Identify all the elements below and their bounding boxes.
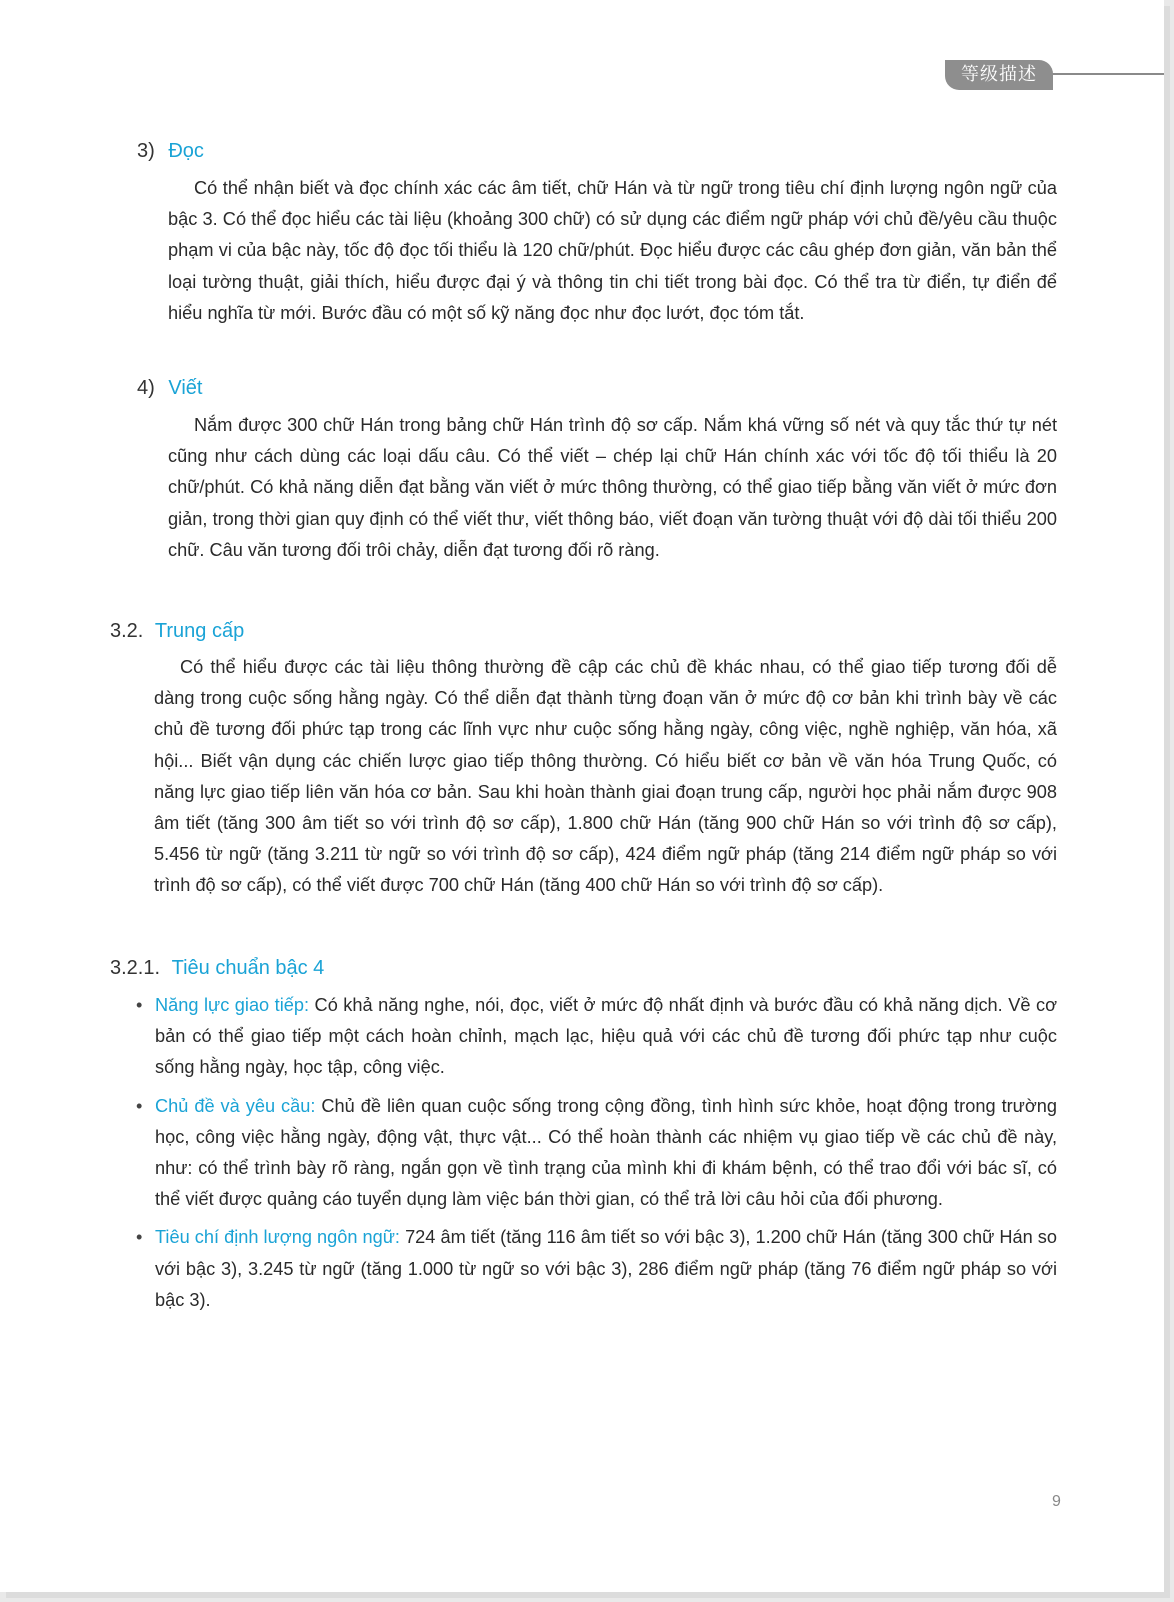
criteria-text: Chủ đề liên quan cuộc sống trong cộng đồng, tình hình sức khỏe, hoạt động trong trường học, công việc hằng ngày, động vật, thực vật... Có thể hoàn thành các nhiệm vụ giao tiếp về các chủ đề này, như: có thể trình bày rõ ràng, ngắn gọn về tình trạng của mình khi đi khám bệnh, có thể trao đổi với bác sĩ, có thể viết được quảng cáo tuyển dụng làm việc bán thời gian, có thể trả lời câu hỏi của đối phương.	[155, 1095, 1058, 1210]
level4-criteria-list	[135, 990, 1057, 1323]
list-item	[135, 1222, 1057, 1316]
heading-title: Viết	[168, 377, 203, 399]
heading-title: Đọc	[168, 140, 204, 162]
heading-title: Trung cấp	[154, 620, 245, 642]
heading-number: 3.2.	[110, 620, 144, 642]
heading-number: 4)	[137, 377, 155, 399]
bullet-icon: •	[136, 1095, 143, 1116]
criteria-text: Có khả năng nghe, nói, đọc, viết ở mức độ nhất định và bước đầu có khả năng dịch. Về cơ bản có thể giao tiếp một cách hoàn chỉnh, mạch lạc, hiệu quả với các chủ đề tương đối phức tạp như cuộc sống hằng ngày, học tập, công việc.	[155, 995, 1057, 1078]
heading-intermediate	[110, 618, 244, 644]
heading-reading	[137, 138, 204, 164]
heading-writing	[137, 375, 202, 401]
page-number: 9	[1052, 1493, 1061, 1510]
criteria-term: Chủ đề và yêu cầu:	[155, 1095, 316, 1116]
heading-level4	[110, 955, 324, 981]
paragraph-intermediate: Có thể hiểu được các tài liệu thông thường đề cập các chủ đề khác nhau, có thể giao tiếp tương đối dễ dàng trong cuộc sống hằng ngày. Có thể diễn đạt thành từng đoạn văn ở mức độ cơ bản khi trình bày về các chủ đề tương đối phức tạp trong các lĩnh vực như cuộc sống hằng ngày, công việc, nghề nghiệp, văn hóa, xã hội... Biết vận dụng các chiến lược giao tiếp thông thường. Có hiểu biết cơ bản về văn hóa Trung Quốc, có năng lực giao tiếp liên văn hóa cơ bản. Sau khi hoàn thành giai đoạn trung cấp, người học phải nắm được 908 âm tiết (tăng 300 âm tiết so với trình độ sơ cấp), 1.800 chữ Hán (tăng 900 chữ Hán so với trình độ sơ cấp), 5.456 từ ngữ (tăng 3.211 từ ngữ so với trình độ sơ cấp), 424 điểm ngữ pháp (tăng 214 điểm ngữ pháp so với trình độ sơ cấp), có thể viết được 700 chữ Hán (tăng 400 chữ Hán so với trình độ sơ cấp).	[154, 657, 1057, 896]
bullet-icon: •	[136, 995, 143, 1015]
list-item	[135, 1091, 1057, 1216]
paragraph-writing: Nắm được 300 chữ Hán trong bảng chữ Hán trình độ sơ cấp. Nắm khá vững số nét và quy tắc thứ tự nét cũng như cách dùng các loại dấu câu. Có thể viết – chép lại chữ Hán chính xác với tốc độ tối thiểu là 20 chữ/phút. Có khả năng diễn đạt bằng văn viết ở mức thông thường, có thể giao tiếp bằng văn viết ở mức đơn giản, trong thời gian quy định có thể viết thư, viết thông báo, viết đoạn văn tường thuật với độ dài tối thiểu 200 chữ. Câu văn tương đối trôi chảy, diễn đạt tương đối rõ ràng.	[168, 415, 1057, 560]
paragraph-reading: Có thể nhận biết và đọc chính xác các âm tiết, chữ Hán và từ ngữ trong tiêu chí định lượng ngôn ngữ của bậc 3. Có thể đọc hiểu các tài liệu (khoảng 300 chữ) có sử dụng các điểm ngữ pháp với chủ đề/yêu cầu thuộc phạm vi của bậc này, tốc độ đọc tối thiểu là 120 chữ/phút. Đọc hiểu được các câu ghép đơn giản, văn bản thể loại tường thuật, giải thích, hiểu được đại ý và thông tin chi tiết trong bài đọc. Có thể tra từ điển, tự điển để hiểu nghĩa từ mới. Bước đầu có một số kỹ năng đọc như đọc lướt, đọc tóm tắt.	[168, 178, 1057, 323]
heading-number: 3.2.1.	[110, 957, 161, 979]
heading-number: 3)	[137, 140, 155, 162]
criteria-term: Năng lực giao tiếp:	[155, 995, 310, 1015]
header-rule	[1036, 73, 1164, 75]
list-item	[135, 990, 1057, 1084]
bullet-icon: •	[136, 1227, 143, 1248]
heading-title: Tiêu chuẩn bậc 4	[171, 957, 325, 979]
chapter-header-tab: 等级描述	[945, 60, 1053, 90]
criteria-text: 724 âm tiết (tăng 116 âm tiết so với bậc 3), 1.200 chữ Hán (tăng 300 chữ Hán so với bậc 3), 3.245 từ ngữ (tăng 1.000 từ ngữ so với bậc 3), 286 điểm ngữ pháp (tăng 76 điểm ngữ pháp so với bậc 3).	[155, 1227, 1057, 1310]
criteria-term: Tiêu chí định lượng ngôn ngữ:	[155, 1227, 400, 1248]
